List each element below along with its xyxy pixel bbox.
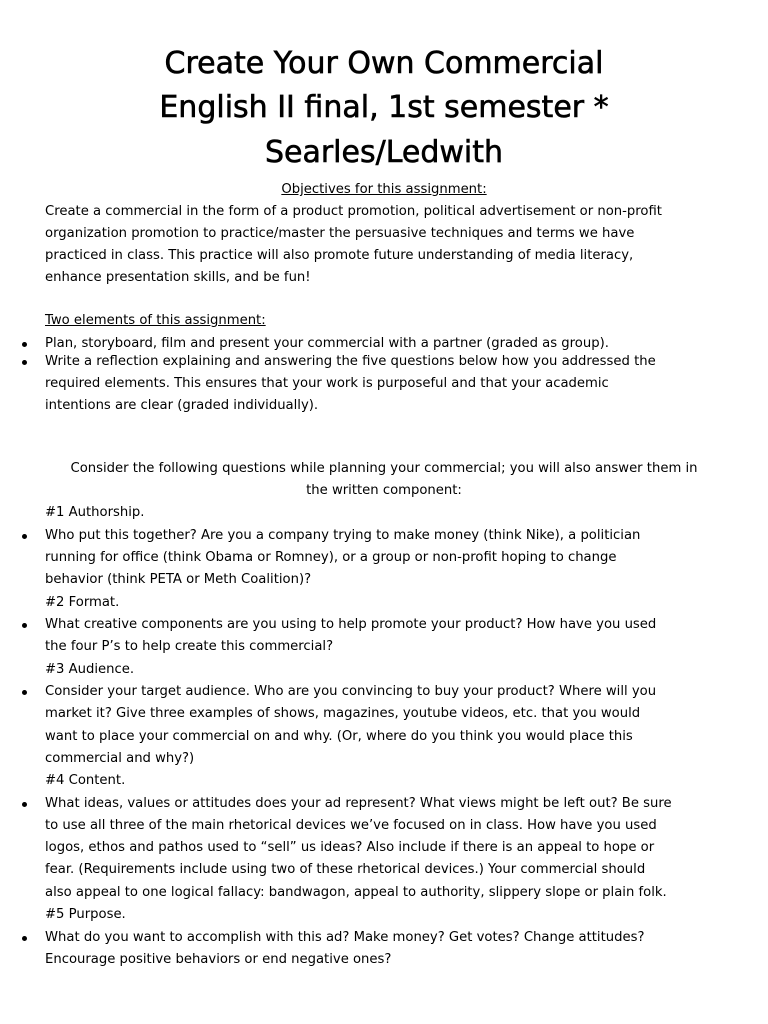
element-line: Plan, storyboard, film and present your commercial with a partner (graded as group). — [45, 336, 609, 351]
question-line: to use all three of the main rhetorical devices we’ve focused on in class. How have you used — [45, 818, 657, 833]
objectives-line: enhance presentation skills, and be fun! — [45, 270, 311, 285]
objectives-line: practiced in class. This practice will also promote future understanding of media literacy, — [45, 248, 634, 263]
element-line: required elements. This ensures that your work is purposeful and that your academic — [45, 376, 609, 391]
objectives-heading: Objectives for this assignment: — [281, 182, 487, 197]
question-line: want to place your commercial on and why. (Or, where do you think you would place this — [45, 729, 633, 744]
consider-line: the written component: — [306, 483, 462, 498]
objectives-line: organization promotion to practice/master the persuasive techniques and terms we have — [45, 226, 635, 241]
bullet-dot — [22, 793, 32, 815]
question-heading: #5 Purpose. — [45, 907, 126, 922]
question-line: the four P’s to help create this commercial? — [45, 639, 334, 654]
question-heading: #2 Format. — [45, 595, 120, 610]
question-line: What do you want to accomplish with this ad? Make money? Get votes? Change attitudes? — [45, 930, 645, 945]
question-line: Consider your target audience. Who are you convincing to buy your product? Where will you — [45, 684, 657, 699]
bullet-dot — [22, 614, 32, 636]
objectives-line: Create a commercial in the form of a product promotion, political advertisement or non-profit — [45, 204, 662, 219]
question-line: fear. (Requirements include using two of these rhetorical devices.) Your commercial should — [45, 862, 646, 877]
bullet-dot — [22, 681, 32, 703]
element-line: intentions are clear (graded individually). — [45, 398, 319, 413]
bullet-dot — [22, 525, 32, 547]
title-line-2: English II final, 1st semester * — [159, 90, 609, 125]
question-line: market it? Give three examples of shows, magazines, youtube videos, etc. that you would — [45, 706, 641, 721]
question-line: What ideas, values or attitudes does your ad represent? What views might be left out? Be sure — [45, 796, 672, 811]
consider-line: Consider the following questions while planning your commercial; you will also answer them in — [70, 461, 698, 476]
question-heading: #3 Audience. — [45, 662, 135, 677]
element-line: Write a reflection explaining and answering the five questions below how you addressed the — [45, 354, 656, 369]
question-heading: #4 Content. — [45, 773, 126, 788]
bullet-dot — [22, 927, 32, 949]
question-line: behavior (think PETA or Meth Coalition)? — [45, 572, 312, 587]
elements-heading: Two elements of this assignment: — [45, 313, 266, 328]
question-line: running for office (think Obama or Romney), or a group or non-profit hoping to change — [45, 550, 617, 565]
question-line: Who put this together? Are you a company trying to make money (think Nike), a politician — [45, 528, 641, 543]
title-line-1: Create Your Own Commercial — [164, 46, 604, 81]
question-line: What creative components are you using to help promote your product? How have you used — [45, 617, 657, 632]
question-line: also appeal to one logical fallacy: bandwagon, appeal to authority, slippery slope or plain folk. — [45, 885, 667, 900]
question-line: logos, ethos and pathos used to “sell” us ideas? Also include if there is an appeal to hope or — [45, 840, 655, 855]
question-line: commercial and why?) — [45, 751, 195, 766]
question-line: Encourage positive behaviors or end negative ones? — [45, 952, 392, 967]
title-line-3: Searles/Ledwith — [264, 135, 504, 170]
bullet-dot — [22, 351, 32, 373]
question-heading: #1 Authorship. — [45, 505, 145, 520]
